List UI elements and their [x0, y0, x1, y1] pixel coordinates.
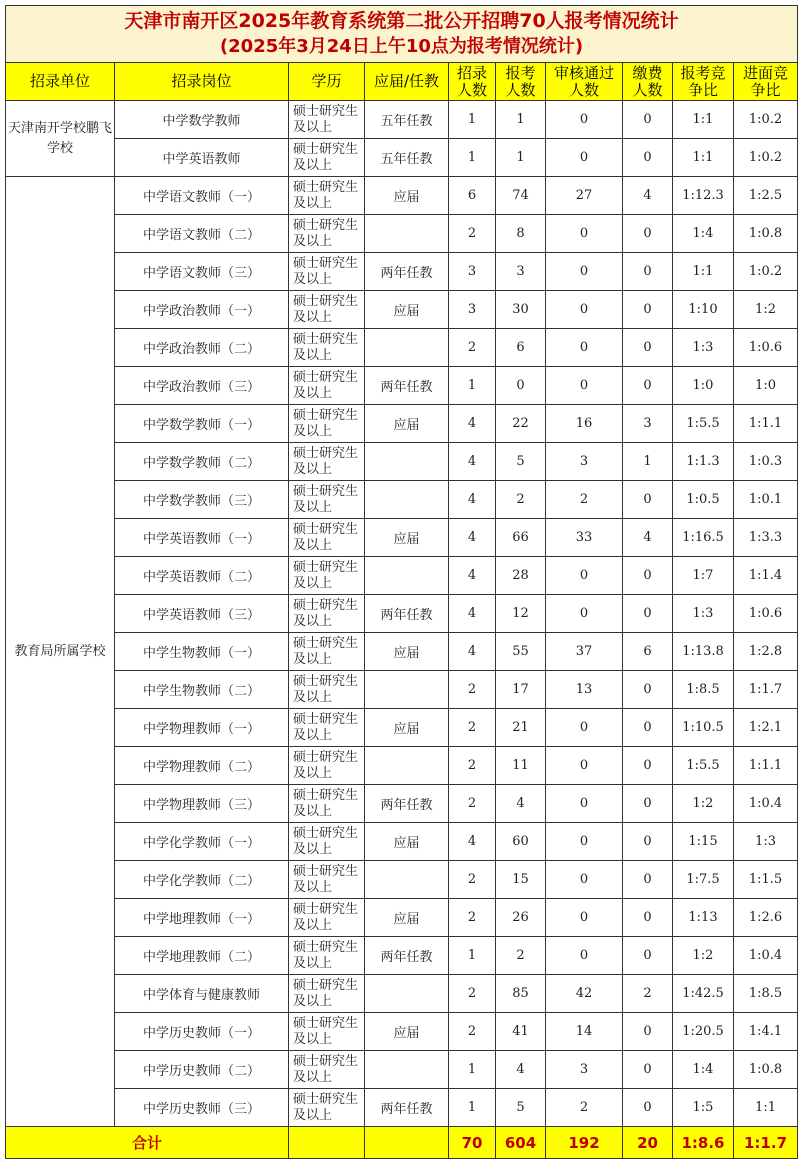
position-cell: 中学生物教师（二） — [115, 671, 289, 709]
apply-ratio-cell: 1:3 — [673, 595, 734, 633]
position-cell: 中学数学教师（二） — [115, 443, 289, 481]
paid-cell: 0 — [623, 1051, 673, 1089]
type-cell — [365, 861, 449, 899]
position-cell: 中学化学教师（一） — [115, 823, 289, 861]
quota-cell: 1 — [449, 101, 496, 139]
education-cell: 硕士研究生及以上 — [289, 405, 365, 443]
apply-ratio-cell: 1:4 — [673, 1051, 734, 1089]
interview-ratio-cell: 1:2.6 — [734, 899, 798, 937]
approved-cell: 0 — [546, 785, 623, 823]
apply-ratio-cell: 1:7 — [673, 557, 734, 595]
quota-cell: 2 — [449, 899, 496, 937]
interview-ratio-cell: 1:0.8 — [734, 1051, 798, 1089]
type-cell: 两年任教 — [365, 937, 449, 975]
paid-cell: 6 — [623, 633, 673, 671]
recruitment-stats-table — [5, 5, 798, 1159]
applicants-cell: 1 — [496, 101, 546, 139]
paid-cell: 2 — [623, 975, 673, 1013]
interview-ratio-cell: 1:0.2 — [734, 139, 798, 177]
applicants-cell: 11 — [496, 747, 546, 785]
quota-cell: 4 — [449, 443, 496, 481]
position-cell: 中学物理教师（二） — [115, 747, 289, 785]
table-row — [6, 823, 798, 861]
position-cell: 中学英语教师（三） — [115, 595, 289, 633]
apply-ratio-cell: 1:1 — [673, 139, 734, 177]
position-cell: 中学语文教师（二） — [115, 215, 289, 253]
type-cell: 应届 — [365, 291, 449, 329]
approved-cell: 3 — [546, 1051, 623, 1089]
approved-cell: 0 — [546, 215, 623, 253]
interview-ratio-cell: 1:3 — [734, 823, 798, 861]
applicants-cell: 17 — [496, 671, 546, 709]
total-empty-cell — [365, 1127, 449, 1159]
type-cell: 应届 — [365, 519, 449, 557]
approved-cell: 0 — [546, 329, 623, 367]
quota-cell: 2 — [449, 747, 496, 785]
approved-cell: 3 — [546, 443, 623, 481]
approved-cell: 0 — [546, 291, 623, 329]
applicants-cell: 85 — [496, 975, 546, 1013]
interview-ratio-cell: 1:0.2 — [734, 253, 798, 291]
paid-cell: 0 — [623, 823, 673, 861]
approved-cell: 0 — [546, 139, 623, 177]
paid-cell: 0 — [623, 937, 673, 975]
position-cell: 中学物理教师（三） — [115, 785, 289, 823]
quota-cell: 4 — [449, 595, 496, 633]
paid-cell: 0 — [623, 595, 673, 633]
approved-cell: 37 — [546, 633, 623, 671]
table-row — [6, 557, 798, 595]
apply-ratio-cell: 1:0 — [673, 367, 734, 405]
education-cell: 硕士研究生及以上 — [289, 177, 365, 215]
unit-cell: 天津南开学校鹏飞学校 — [6, 101, 115, 177]
paid-cell: 0 — [623, 861, 673, 899]
total-label: 合计 — [6, 1127, 289, 1159]
column-header: 招录人数 — [449, 63, 496, 101]
approved-cell: 42 — [546, 975, 623, 1013]
position-cell: 中学生物教师（一） — [115, 633, 289, 671]
quota-cell: 2 — [449, 861, 496, 899]
position-cell: 中学数学教师（三） — [115, 481, 289, 519]
interview-ratio-cell: 1:2.5 — [734, 177, 798, 215]
table-row — [6, 595, 798, 633]
applicants-cell: 30 — [496, 291, 546, 329]
position-cell: 中学地理教师（一） — [115, 899, 289, 937]
apply-ratio-cell: 1:10 — [673, 291, 734, 329]
paid-cell: 0 — [623, 1013, 673, 1051]
apply-ratio-cell: 1:20.5 — [673, 1013, 734, 1051]
type-cell — [365, 747, 449, 785]
approved-cell: 14 — [546, 1013, 623, 1051]
type-cell: 两年任教 — [365, 1089, 449, 1127]
type-cell: 应届 — [365, 177, 449, 215]
total-row — [6, 1127, 798, 1159]
type-cell: 两年任教 — [365, 367, 449, 405]
apply-ratio-cell: 1:2 — [673, 785, 734, 823]
table-body — [6, 101, 798, 1127]
education-cell: 硕士研究生及以上 — [289, 557, 365, 595]
column-header: 报考人数 — [496, 63, 546, 101]
approved-cell: 0 — [546, 367, 623, 405]
header-row — [6, 63, 798, 101]
apply-ratio-cell: 1:10.5 — [673, 709, 734, 747]
paid-cell: 0 — [623, 253, 673, 291]
type-cell — [365, 1051, 449, 1089]
applicants-cell: 5 — [496, 1089, 546, 1127]
table-row — [6, 671, 798, 709]
applicants-cell: 41 — [496, 1013, 546, 1051]
position-cell: 中学语文教师（三） — [115, 253, 289, 291]
position-cell: 中学英语教师 — [115, 139, 289, 177]
education-cell: 硕士研究生及以上 — [289, 595, 365, 633]
table-row — [6, 215, 798, 253]
apply-ratio-cell: 1:2 — [673, 937, 734, 975]
approved-cell: 0 — [546, 823, 623, 861]
table-row — [6, 1013, 798, 1051]
education-cell: 硕士研究生及以上 — [289, 937, 365, 975]
table-row — [6, 899, 798, 937]
paid-cell: 0 — [623, 785, 673, 823]
education-cell: 硕士研究生及以上 — [289, 671, 365, 709]
applicants-cell: 21 — [496, 709, 546, 747]
education-cell: 硕士研究生及以上 — [289, 861, 365, 899]
applicants-cell: 55 — [496, 633, 546, 671]
interview-ratio-cell: 1:1.1 — [734, 747, 798, 785]
position-cell: 中学物理教师（一） — [115, 709, 289, 747]
position-cell: 中学历史教师（三） — [115, 1089, 289, 1127]
quota-cell: 3 — [449, 253, 496, 291]
type-cell: 应届 — [365, 899, 449, 937]
table-row — [6, 937, 798, 975]
paid-cell: 0 — [623, 291, 673, 329]
apply-ratio-cell: 1:0.5 — [673, 481, 734, 519]
column-header: 缴费人数 — [623, 63, 673, 101]
quota-cell: 1 — [449, 139, 496, 177]
paid-cell: 0 — [623, 747, 673, 785]
table-row — [6, 785, 798, 823]
paid-cell: 4 — [623, 177, 673, 215]
type-cell: 应届 — [365, 1013, 449, 1051]
approved-cell: 2 — [546, 1089, 623, 1127]
approved-cell: 0 — [546, 937, 623, 975]
paid-cell: 0 — [623, 481, 673, 519]
approved-cell: 0 — [546, 101, 623, 139]
type-cell — [365, 975, 449, 1013]
table-row — [6, 709, 798, 747]
type-cell: 应届 — [365, 405, 449, 443]
table-row — [6, 443, 798, 481]
education-cell: 硕士研究生及以上 — [289, 975, 365, 1013]
paid-cell: 0 — [623, 1089, 673, 1127]
education-cell: 硕士研究生及以上 — [289, 823, 365, 861]
quota-cell: 2 — [449, 975, 496, 1013]
applicants-cell: 66 — [496, 519, 546, 557]
interview-ratio-cell: 1:1.4 — [734, 557, 798, 595]
total-value: 20 — [623, 1127, 673, 1159]
applicants-cell: 60 — [496, 823, 546, 861]
quota-cell: 2 — [449, 671, 496, 709]
column-header: 招录岗位 — [115, 63, 289, 101]
quota-cell: 4 — [449, 519, 496, 557]
type-cell — [365, 329, 449, 367]
approved-cell: 0 — [546, 253, 623, 291]
table-title — [6, 6, 798, 63]
table-row — [6, 329, 798, 367]
education-cell: 硕士研究生及以上 — [289, 899, 365, 937]
education-cell: 硕士研究生及以上 — [289, 1089, 365, 1127]
paid-cell: 0 — [623, 139, 673, 177]
applicants-cell: 4 — [496, 1051, 546, 1089]
applicants-cell: 1 — [496, 139, 546, 177]
type-cell — [365, 671, 449, 709]
column-header: 招录单位 — [6, 63, 115, 101]
table-row — [6, 975, 798, 1013]
quota-cell: 1 — [449, 367, 496, 405]
table-row — [6, 633, 798, 671]
table-row — [6, 367, 798, 405]
type-cell: 两年任教 — [365, 595, 449, 633]
position-cell: 中学历史教师（二） — [115, 1051, 289, 1089]
approved-cell: 13 — [546, 671, 623, 709]
interview-ratio-cell: 1:0.3 — [734, 443, 798, 481]
quota-cell: 2 — [449, 215, 496, 253]
applicants-cell: 74 — [496, 177, 546, 215]
paid-cell: 0 — [623, 101, 673, 139]
unit-cell: 教育局所属学校 — [6, 177, 115, 1127]
approved-cell: 0 — [546, 595, 623, 633]
apply-ratio-cell: 1:13 — [673, 899, 734, 937]
applicants-cell: 2 — [496, 481, 546, 519]
table-row — [6, 1089, 798, 1127]
paid-cell: 0 — [623, 367, 673, 405]
applicants-cell: 12 — [496, 595, 546, 633]
column-header: 学历 — [289, 63, 365, 101]
education-cell: 硕士研究生及以上 — [289, 1013, 365, 1051]
education-cell: 硕士研究生及以上 — [289, 443, 365, 481]
table-row — [6, 861, 798, 899]
table-row — [6, 1051, 798, 1089]
approved-cell: 0 — [546, 861, 623, 899]
quota-cell: 2 — [449, 785, 496, 823]
table-row — [6, 101, 798, 139]
column-header: 审核通过人数 — [546, 63, 623, 101]
table-row — [6, 481, 798, 519]
type-cell: 应届 — [365, 709, 449, 747]
education-cell: 硕士研究生及以上 — [289, 785, 365, 823]
quota-cell: 2 — [449, 1013, 496, 1051]
position-cell: 中学化学教师（二） — [115, 861, 289, 899]
type-cell — [365, 443, 449, 481]
quota-cell: 4 — [449, 823, 496, 861]
position-cell: 中学体育与健康教师 — [115, 975, 289, 1013]
education-cell: 硕士研究生及以上 — [289, 519, 365, 557]
quota-cell: 4 — [449, 633, 496, 671]
type-cell: 应届 — [365, 823, 449, 861]
stats-document — [5, 5, 797, 1159]
quota-cell: 2 — [449, 709, 496, 747]
total-value: 1:1.7 — [734, 1127, 798, 1159]
position-cell: 中学数学教师（一） — [115, 405, 289, 443]
applicants-cell: 15 — [496, 861, 546, 899]
paid-cell: 1 — [623, 443, 673, 481]
type-cell — [365, 215, 449, 253]
apply-ratio-cell: 1:13.8 — [673, 633, 734, 671]
quota-cell: 4 — [449, 405, 496, 443]
apply-ratio-cell: 1:1 — [673, 253, 734, 291]
paid-cell: 0 — [623, 899, 673, 937]
position-cell: 中学政治教师（二） — [115, 329, 289, 367]
applicants-cell: 3 — [496, 253, 546, 291]
applicants-cell: 22 — [496, 405, 546, 443]
paid-cell: 0 — [623, 557, 673, 595]
apply-ratio-cell: 1:16.5 — [673, 519, 734, 557]
interview-ratio-cell: 1:0.4 — [734, 785, 798, 823]
paid-cell: 0 — [623, 671, 673, 709]
applicants-cell: 26 — [496, 899, 546, 937]
education-cell: 硕士研究生及以上 — [289, 633, 365, 671]
interview-ratio-cell: 1:2.8 — [734, 633, 798, 671]
apply-ratio-cell: 1:4 — [673, 215, 734, 253]
applicants-cell: 28 — [496, 557, 546, 595]
position-cell: 中学政治教师（一） — [115, 291, 289, 329]
apply-ratio-cell: 1:42.5 — [673, 975, 734, 1013]
quota-cell: 1 — [449, 1051, 496, 1089]
type-cell: 应届 — [365, 633, 449, 671]
type-cell: 五年任教 — [365, 101, 449, 139]
education-cell: 硕士研究生及以上 — [289, 329, 365, 367]
apply-ratio-cell: 1:5.5 — [673, 747, 734, 785]
education-cell: 硕士研究生及以上 — [289, 367, 365, 405]
interview-ratio-cell: 1:3.3 — [734, 519, 798, 557]
apply-ratio-cell: 1:5 — [673, 1089, 734, 1127]
quota-cell: 2 — [449, 329, 496, 367]
interview-ratio-cell: 1:0.6 — [734, 329, 798, 367]
interview-ratio-cell: 1:1.1 — [734, 405, 798, 443]
position-cell: 中学地理教师（二） — [115, 937, 289, 975]
quota-cell: 6 — [449, 177, 496, 215]
quota-cell: 1 — [449, 1089, 496, 1127]
quota-cell: 4 — [449, 557, 496, 595]
paid-cell: 3 — [623, 405, 673, 443]
interview-ratio-cell: 1:0.2 — [734, 101, 798, 139]
approved-cell: 0 — [546, 899, 623, 937]
approved-cell: 0 — [546, 747, 623, 785]
interview-ratio-cell: 1:4.1 — [734, 1013, 798, 1051]
applicants-cell: 2 — [496, 937, 546, 975]
total-value: 604 — [496, 1127, 546, 1159]
table-row — [6, 747, 798, 785]
interview-ratio-cell: 1:0.8 — [734, 215, 798, 253]
education-cell: 硕士研究生及以上 — [289, 139, 365, 177]
interview-ratio-cell: 1:0.1 — [734, 481, 798, 519]
table-row — [6, 253, 798, 291]
position-cell: 中学英语教师（一） — [115, 519, 289, 557]
applicants-cell: 8 — [496, 215, 546, 253]
interview-ratio-cell: 1:0 — [734, 367, 798, 405]
approved-cell: 0 — [546, 709, 623, 747]
paid-cell: 0 — [623, 329, 673, 367]
paid-cell: 0 — [623, 709, 673, 747]
apply-ratio-cell: 1:15 — [673, 823, 734, 861]
type-cell: 两年任教 — [365, 253, 449, 291]
total-value: 70 — [449, 1127, 496, 1159]
approved-cell: 27 — [546, 177, 623, 215]
approved-cell: 16 — [546, 405, 623, 443]
approved-cell: 2 — [546, 481, 623, 519]
interview-ratio-cell: 1:8.5 — [734, 975, 798, 1013]
apply-ratio-cell: 1:1.3 — [673, 443, 734, 481]
position-cell: 中学政治教师（三） — [115, 367, 289, 405]
applicants-cell: 5 — [496, 443, 546, 481]
interview-ratio-cell: 1:0.6 — [734, 595, 798, 633]
position-cell: 中学英语教师（二） — [115, 557, 289, 595]
paid-cell: 0 — [623, 215, 673, 253]
type-cell: 两年任教 — [365, 785, 449, 823]
apply-ratio-cell: 1:7.5 — [673, 861, 734, 899]
interview-ratio-cell: 1:2.1 — [734, 709, 798, 747]
type-cell — [365, 481, 449, 519]
approved-cell: 33 — [546, 519, 623, 557]
interview-ratio-cell: 1:1.5 — [734, 861, 798, 899]
position-cell: 中学数学教师 — [115, 101, 289, 139]
interview-ratio-cell: 1:2 — [734, 291, 798, 329]
column-header: 进面竞争比 — [734, 63, 798, 101]
type-cell: 五年任教 — [365, 139, 449, 177]
total-value: 1:8.6 — [673, 1127, 734, 1159]
education-cell: 硕士研究生及以上 — [289, 253, 365, 291]
interview-ratio-cell: 1:0.4 — [734, 937, 798, 975]
total-empty-cell — [289, 1127, 365, 1159]
interview-ratio-cell: 1:1.7 — [734, 671, 798, 709]
column-header: 应届/任教 — [365, 63, 449, 101]
apply-ratio-cell: 1:12.3 — [673, 177, 734, 215]
education-cell: 硕士研究生及以上 — [289, 1051, 365, 1089]
quota-cell: 4 — [449, 481, 496, 519]
apply-ratio-cell: 1:8.5 — [673, 671, 734, 709]
table-row — [6, 177, 798, 215]
education-cell: 硕士研究生及以上 — [289, 215, 365, 253]
paid-cell: 4 — [623, 519, 673, 557]
quota-cell: 1 — [449, 937, 496, 975]
quota-cell: 3 — [449, 291, 496, 329]
table-row — [6, 291, 798, 329]
type-cell — [365, 557, 449, 595]
applicants-cell: 4 — [496, 785, 546, 823]
title: 天津市南开区2025年教育系统第二批公开招聘70人报考情况统计 — [124, 10, 679, 32]
apply-ratio-cell: 1:3 — [673, 329, 734, 367]
approved-cell: 0 — [546, 557, 623, 595]
interview-ratio-cell: 1:1 — [734, 1089, 798, 1127]
table-row — [6, 139, 798, 177]
column-header: 报考竞争比 — [673, 63, 734, 101]
education-cell: 硕士研究生及以上 — [289, 747, 365, 785]
applicants-cell: 6 — [496, 329, 546, 367]
apply-ratio-cell: 1:1 — [673, 101, 734, 139]
apply-ratio-cell: 1:5.5 — [673, 405, 734, 443]
applicants-cell: 0 — [496, 367, 546, 405]
total-value: 192 — [546, 1127, 623, 1159]
position-cell: 中学语文教师（一） — [115, 177, 289, 215]
position-cell: 中学历史教师（一） — [115, 1013, 289, 1051]
education-cell: 硕士研究生及以上 — [289, 101, 365, 139]
subtitle: (2025年3月24日上午10点为报考情况统计) — [219, 36, 584, 57]
education-cell: 硕士研究生及以上 — [289, 291, 365, 329]
education-cell: 硕士研究生及以上 — [289, 481, 365, 519]
table-row — [6, 405, 798, 443]
table-row — [6, 519, 798, 557]
education-cell: 硕士研究生及以上 — [289, 709, 365, 747]
